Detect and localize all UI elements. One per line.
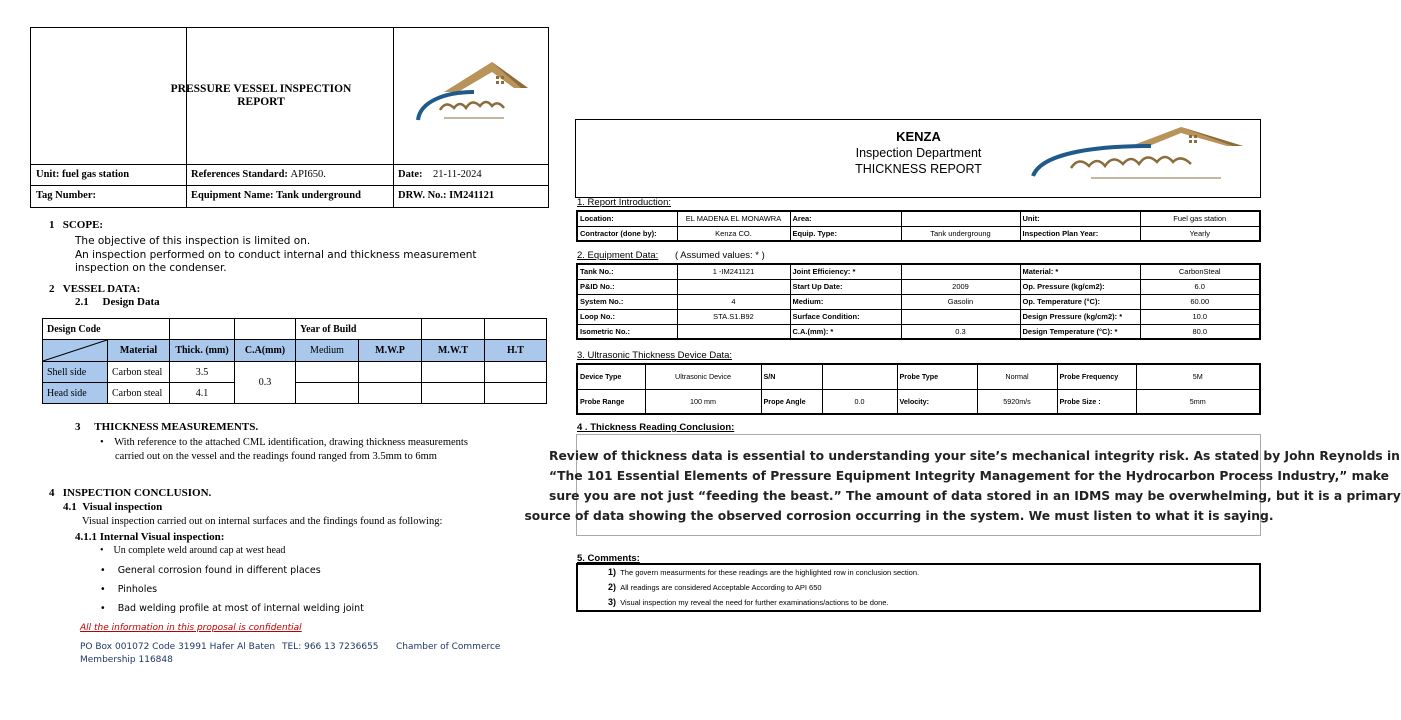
header-material: Material	[108, 340, 170, 362]
cell: Ultrasonic Device	[645, 364, 761, 389]
cell: Area:	[790, 211, 901, 226]
date-value: 21-11-2024	[433, 169, 482, 180]
scope-line: inspection on the condenser.	[75, 262, 227, 274]
cell: Equip. Type:	[790, 226, 901, 241]
cell	[901, 211, 1020, 226]
cell: Probe Frequency	[1057, 364, 1136, 389]
cell: Op. Pressure (kg/cm2):	[1020, 279, 1140, 294]
cell: 60.00	[1140, 294, 1260, 309]
comment-item: 1) The govern measurments for these readings are the highlighted row in conclusion section.	[608, 567, 920, 577]
thickness-conclusion-box	[524, 434, 1401, 536]
finding-list-item: • General corrosion found in different places	[100, 565, 321, 576]
finding-list-item: • Un complete weld around cap at west head	[100, 545, 286, 556]
header-mwp: M.W.P	[359, 340, 422, 362]
cell: Probe Type	[897, 364, 977, 389]
cell: 1 -IM241121	[677, 264, 790, 279]
cell: Tank No.:	[577, 264, 677, 279]
cell	[822, 364, 897, 389]
cell: Velocity:	[897, 389, 977, 414]
table-row	[577, 226, 1260, 241]
footer-membership: Membership 116848	[80, 655, 173, 665]
header-ht: H.T	[485, 340, 547, 362]
cell: EL MADENA EL MONAWRA	[677, 211, 790, 226]
reference-standard-value: API650.	[290, 169, 326, 180]
table-row	[577, 211, 1260, 226]
thickness-report-header	[575, 119, 1261, 198]
cell: 5M	[1136, 364, 1260, 389]
section-thickness-conclusion: 4 . Thickness Reading Conclusion:	[577, 422, 735, 433]
diagonal-header-cell	[43, 340, 108, 362]
table-row	[577, 324, 1260, 339]
header-medium: Medium	[296, 340, 359, 362]
cell: Loop No.:	[577, 309, 677, 324]
cell: 80.0	[1140, 324, 1260, 339]
cell: 2009	[901, 279, 1020, 294]
cell: CarbonSteal	[1140, 264, 1260, 279]
department-name: Inspection Department	[855, 146, 982, 160]
reference-standard-label: References Standard:	[191, 169, 291, 180]
scope-heading: 1 SCOPE:	[49, 219, 104, 231]
quote-line: source of data showing the observed corrosion occurring in the system. We must listen to what it is saying.	[524, 509, 1274, 523]
company-logo	[1031, 124, 1251, 190]
thickness-text: • With reference to the attached CML identification, drawing thickness measurements carried out on the vessel and the readings found ranged from 3.5mm to 6mm	[100, 437, 468, 462]
cell: Yearly	[1140, 226, 1260, 241]
comment-item: 3) Visual inspection my reveal the need for further examinations/actions to be done.	[608, 597, 889, 607]
reference-standard	[191, 169, 326, 180]
cell	[901, 264, 1020, 279]
report-introduction-table	[576, 210, 1261, 242]
cell: Op. Temperature (°C):	[1020, 294, 1140, 309]
cell: C.A.(mm): *	[790, 324, 901, 339]
report-header-title	[776, 129, 1061, 177]
cell	[901, 309, 1020, 324]
cell: Tank undergroung	[901, 226, 1020, 241]
cell: Fuel gas station	[1140, 211, 1260, 226]
cell: Kenza CO.	[677, 226, 790, 241]
cell: 0.0	[822, 389, 897, 414]
report-title-line2: REPORT	[237, 96, 285, 108]
scope-line: An inspection performed on to conduct internal and thickness measurement	[75, 248, 477, 261]
cell	[677, 279, 790, 294]
header-thickness: Thick. (mm)	[170, 340, 235, 362]
finding-list-item: • Bad welding profile at most of internal welding joint	[100, 603, 364, 614]
section-ultrasonic-device: 3. Ultrasonic Thickness Device Data:	[577, 350, 733, 361]
header-ca: C.A(mm)	[235, 340, 296, 362]
unit-label: Unit: fuel gas station	[36, 169, 130, 180]
finding-list-item: • Pinholes	[100, 584, 158, 595]
date-field	[398, 169, 482, 180]
confidential-notice: All the information in this proposal is confidential	[80, 623, 302, 633]
table-row	[577, 309, 1260, 324]
cell: Inspection Plan Year:	[1020, 226, 1140, 241]
cell: 4	[677, 294, 790, 309]
row-material: Carbon steal	[108, 383, 170, 404]
cell: S/N	[761, 364, 822, 389]
comment-item: 2) All readings are considered Acceptable According to API 650	[608, 582, 822, 592]
ultrasonic-device-table	[576, 363, 1261, 415]
corrosion-allowance-value: 0.3	[235, 362, 296, 404]
thickness-line: carried out on the vessel and the readings found ranged from 3.5mm to 6mm	[115, 451, 437, 462]
cell: 6.0	[1140, 279, 1260, 294]
cell: Design Temperature (°C): *	[1020, 324, 1140, 339]
assumed-values-note: ( Assumed values: * )	[675, 250, 765, 261]
conclusion-quote	[524, 446, 1401, 526]
design-data-table	[42, 318, 547, 404]
section-comments: 5. Comments:	[577, 553, 640, 564]
drawing-number: DRW. No.: IM241121	[398, 190, 495, 201]
cell: 0.3	[901, 324, 1020, 339]
cell	[677, 324, 790, 339]
report-title-line1: PRESSURE VESSEL INSPECTION	[170, 83, 352, 95]
cell: Medium:	[790, 294, 901, 309]
table-row	[577, 264, 1260, 279]
cell: Surface Condition:	[790, 309, 901, 324]
visual-inspection-text: Visual inspection carried out on internal surfaces and the findings found as following:	[82, 516, 443, 527]
section-equipment-data: 2. Equipment Data:	[577, 250, 659, 261]
table-row	[577, 279, 1260, 294]
cell: P&ID No.:	[577, 279, 677, 294]
table-row	[43, 362, 547, 383]
row-thickness: 3.5	[170, 362, 235, 383]
footer-chamber: Chamber of Commerce	[396, 642, 501, 652]
table-row	[577, 389, 1260, 414]
cell: 100 mm	[645, 389, 761, 414]
comments-box	[576, 563, 1261, 612]
cell: Gasolin	[901, 294, 1020, 309]
equipment-name: Equipment Name: Tank underground	[191, 190, 361, 201]
company-logo	[414, 58, 532, 134]
cell: Unit:	[1020, 211, 1140, 226]
date-label: Date:	[398, 169, 423, 180]
cell: Material: *	[1020, 264, 1140, 279]
report-name: THICKNESS REPORT	[855, 162, 982, 176]
report-header-box	[30, 27, 549, 208]
tag-number-label: Tag Number:	[36, 190, 96, 201]
cell: Prope Angle	[761, 389, 822, 414]
thickness-heading: 3 THICKNESS MEASUREMENTS.	[75, 421, 259, 433]
internal-inspection-heading: 4.1.1 Internal Visual inspection:	[75, 531, 225, 543]
year-of-build-label: Year of Build	[296, 319, 422, 340]
cell: Device Type	[577, 364, 645, 389]
footer-po-box: PO Box 001072 Code 31991 Hafer Al Baten	[80, 642, 276, 652]
cell: Joint Efficiency: *	[790, 264, 901, 279]
report-title	[166, 83, 356, 109]
thickness-line: With reference to the attached CML identification, drawing thickness measurements	[114, 437, 468, 448]
cell: 10.0	[1140, 309, 1260, 324]
cell: Start Up Date:	[790, 279, 901, 294]
cell: Location:	[577, 211, 677, 226]
cell: STA.S1.B92	[677, 309, 790, 324]
cell: 5920m/s	[977, 389, 1057, 414]
vessel-data-heading: 2 VESSEL DATA:	[49, 283, 141, 295]
row-material: Carbon steal	[108, 362, 170, 383]
cell: Design Pressure (kg/cm2): *	[1020, 309, 1140, 324]
scope-text	[75, 235, 477, 276]
quote-line: “The 101 Essential Elements of Pressure Equipment Integrity Management for the Hydrocarbon Process Industry,” make	[549, 469, 1389, 483]
company-name: KENZA	[896, 129, 941, 144]
visual-inspection-heading: 4.1 Visual inspection	[63, 501, 163, 513]
cell: System No.:	[577, 294, 677, 309]
header-mwt: M.W.T	[422, 340, 485, 362]
row-thickness: 4.1	[170, 383, 235, 404]
design-data-heading: 2.1 Design Data	[75, 296, 160, 308]
table-row	[577, 364, 1260, 389]
cell: Contractor (done by):	[577, 226, 677, 241]
conclusion-heading: 4 INSPECTION CONCLUSION.	[49, 487, 212, 499]
scope-line: The objective of this inspection is limited on.	[75, 235, 311, 247]
cell: Probe Size :	[1057, 389, 1136, 414]
cell: Probe Range	[577, 389, 645, 414]
cell: 5mm	[1136, 389, 1260, 414]
footer-telephone: TEL: 966 13 7236655	[282, 642, 379, 652]
quote-line: Review of thickness data is essential to understanding your site’s mechanical integrity risk. As stated by John Reynolds in	[549, 449, 1400, 463]
design-code-label: Design Code	[43, 319, 170, 340]
quote-line: sure you are not just “feeding the beast.” The amount of data stored in an IDMS may be overwhelming, but it is a primary	[549, 489, 1401, 503]
cell: Normal	[977, 364, 1057, 389]
equipment-data-table	[576, 263, 1261, 340]
row-label: Shell side	[43, 362, 108, 383]
table-row	[577, 294, 1260, 309]
row-label: Head side	[43, 383, 108, 404]
section-report-introduction: 1. Report Introduction:	[577, 197, 671, 208]
cell: Isometric No.:	[577, 324, 677, 339]
